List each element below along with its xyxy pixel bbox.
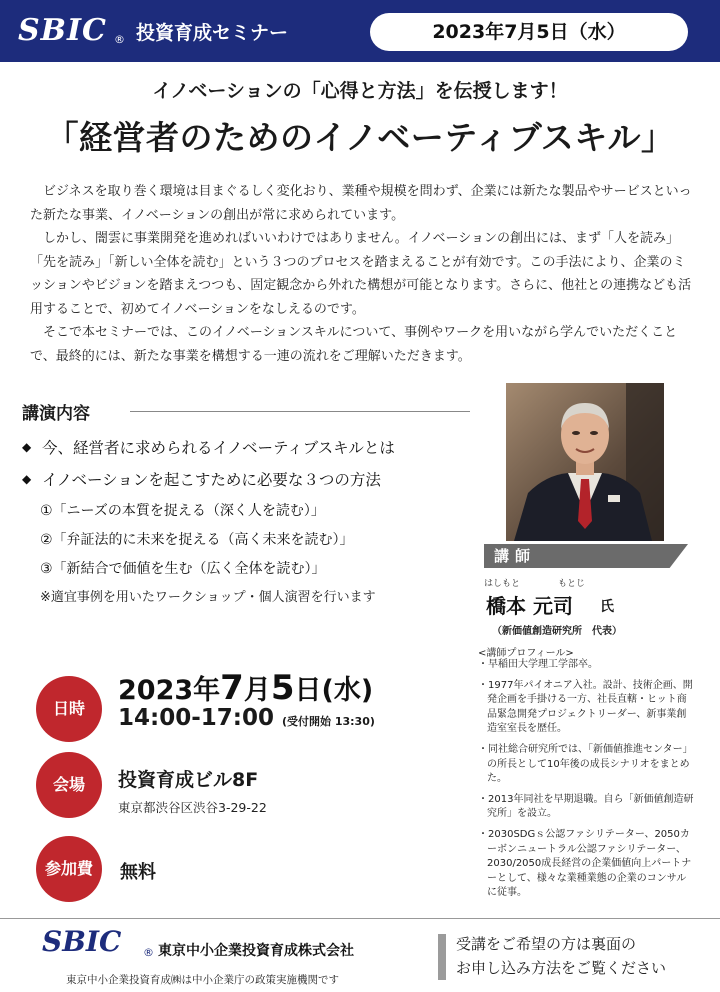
intro-text — [30, 180, 692, 368]
intro-paragraph-2: しかし、闇雲に事業開発を進めればいいわけではありません。イノベーションの創出には、まず「人を読み」「先を読み」「新しい全体を読む」という３つのプロセスを踏まえることが有効です。この手法により、企業のミッションやビジョンを踏まえつつも、固定観念から外れた構想が可能となります。さらに、他社との連携なども活用することで、初めてイノベーションをなしえるのです。 — [30, 231, 692, 317]
speaker-honorific: 氏 — [600, 599, 614, 615]
method-item: ①「ニーズの本質を捉える（深く人を読む）」 — [40, 503, 325, 519]
application-note: 受講をご希望の方は裏面の お申し込み方法をご覧ください — [456, 935, 667, 977]
speaker-photo — [506, 383, 664, 541]
event-time: 14:00-17:00 (受付開始 13:30) — [118, 705, 375, 731]
subtitle: イノベーションの「心得と方法」を伝授します！ — [152, 80, 568, 102]
bullet-text: 今、経営者に求められるイノベーティブスキルとは — [42, 439, 395, 457]
footer-divider — [0, 918, 720, 919]
venue-name: 投資育成ビル8F — [118, 769, 259, 791]
lecture-bullet — [22, 468, 381, 490]
heading-rule — [130, 411, 470, 412]
speaker-name: 橋本 元司 — [486, 594, 573, 618]
fee-badge: 参加費 — [36, 836, 102, 902]
header-date: 2023年7月5日（水） — [370, 13, 688, 51]
lecture-heading: 講演内容 — [22, 404, 90, 424]
lecturer-label: 講師 — [494, 547, 537, 565]
header-title: 投資育成セミナー — [136, 22, 289, 44]
speaker-portrait-image — [506, 383, 664, 541]
event-date: 2023年7月5日(水) — [118, 668, 374, 708]
name-ruby-family: はしもと — [484, 579, 521, 589]
method-item: ③「新結合で価値を生む（広く全体を読む）」 — [40, 561, 326, 577]
bullet-text: イノベーションを起こすために必要な３つの方法 — [42, 471, 381, 489]
profile-item: ・同社総合研究所では、「新価値推進センター」の所長として10年後の成長シナリオをまとめた。 — [478, 743, 693, 785]
profile-item: ・2013年同社を早期退職。自ら「新価値創造研究所」を設立。 — [478, 793, 694, 820]
method-item: ②「弁証法的に未来を捉える（高く未来を読む）」 — [40, 532, 354, 548]
profile-item: ・2030SDGｓ公認ファシリテーター、2050カーボンニュートラル公認ファシリテーター、2030/2050成長経営の企業価値向上パートナーとして、様々な業種業態の企業のコンサルに従事。 — [478, 828, 692, 899]
agency-note: 東京中小企業投資育成㈱は中小企業庁の政策実施機関です — [66, 974, 339, 986]
venue-address: 東京都渋谷区渋谷3-29-22 — [118, 800, 267, 815]
profile-item: ・早稲田大学理工学部卒。 — [478, 659, 598, 670]
footer-accent-bar — [438, 934, 446, 980]
footer-sbic-logo: SBIC — [42, 925, 122, 958]
date-badge: 日時 — [36, 676, 102, 742]
registered-mark: ® — [114, 33, 125, 46]
footer-registered-mark: ® — [143, 946, 154, 959]
speaker-affiliation: （新価値創造研究所 代表） — [492, 626, 622, 637]
sbic-logo: SBIC — [18, 13, 107, 48]
intro-paragraph-3: そこで本セミナーでは、このイノベーションスキルについて、事例やワークを用いながら学んでいただくことで、最終的には、新たな事業を構想する一連の流れをご理解いただきます。 — [30, 325, 678, 364]
header-banner — [0, 0, 720, 62]
name-ruby-given: もとじ — [558, 579, 586, 589]
reception-time: (受付開始 13:30) — [281, 715, 375, 728]
speaker-profile — [478, 658, 696, 907]
company-name: 東京中小企業投資育成株式会社 — [158, 943, 354, 959]
main-title: 「経営者のためのイノベーティブスキル」 — [45, 118, 675, 157]
profile-item: ・1977年パイオニア入社。設計、技術企画、開発企画を手掛ける一方、社長直轄・ヒット商品緊急開発プロジェクトリーダー、新事業創造室室長を歴任。 — [478, 679, 693, 735]
fee-value: 無料 — [120, 862, 156, 883]
venue-badge: 会場 — [36, 752, 102, 818]
diamond-bullet-icon: ◆ — [22, 440, 32, 454]
workshop-note: ※適宜事例を用いたワークショップ・個人演習を行います — [40, 590, 376, 605]
diamond-bullet-icon: ◆ — [22, 472, 32, 486]
intro-paragraph-1: ビジネスを取り巻く環境は目まぐるしく変化おり、業種や規模を問わず、企業には新たな製品やサービスといった新たな事業、イノベーションの創出が常に求められています。 — [30, 184, 692, 223]
lecture-bullet — [22, 436, 395, 458]
profile-title: <講師プロフィール> — [478, 648, 574, 659]
